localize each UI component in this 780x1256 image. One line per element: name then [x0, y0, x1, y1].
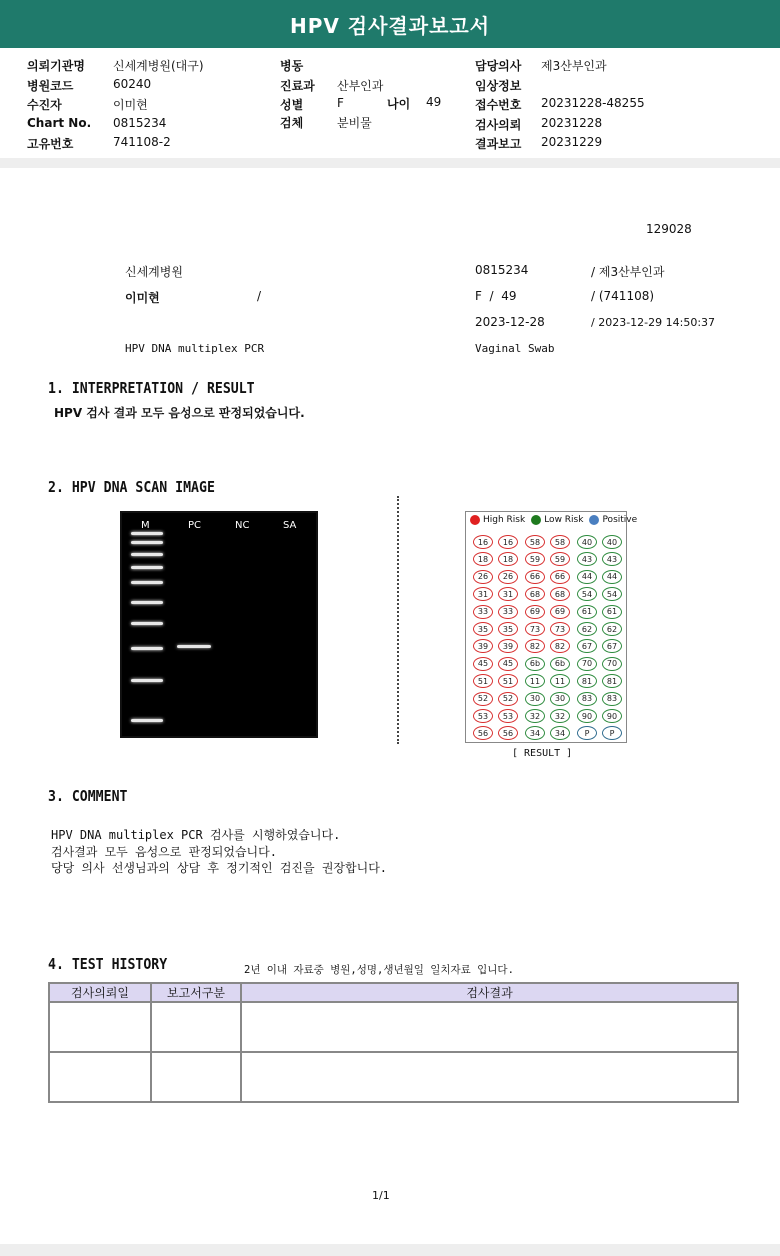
comment-line: HPV DNA multiplex PCR 검사를 시행하였습니다. [51, 828, 341, 842]
hpv-type-marker: 59 [550, 552, 570, 566]
hpv-type-marker: 90 [577, 709, 597, 723]
hpv-type-marker: 54 [602, 587, 622, 601]
info-label: 접수번호 [475, 98, 522, 112]
history-header-cell: 검사의뢰일 [49, 983, 151, 1002]
hpv-type-marker: 66 [525, 570, 545, 584]
hpv-type-marker: 52 [498, 692, 518, 706]
hpv-type-marker: 83 [602, 692, 622, 706]
ladder-band [131, 622, 163, 625]
comment-line: 당당 의사 선생님과의 상담 후 정기적인 검진을 권장합니다. [51, 861, 388, 875]
specimen: Vaginal Swab [475, 342, 555, 355]
hpv-type-marker: 35 [498, 622, 518, 636]
hpv-type-marker: 39 [473, 639, 493, 653]
hpv-type-marker: 81 [602, 674, 622, 688]
hpv-type-marker: 45 [473, 657, 493, 671]
ladder-band [131, 532, 163, 535]
department: / 제3산부인과 [591, 265, 665, 279]
hpv-type-panel [465, 511, 638, 743]
hpv-type-marker: 66 [550, 570, 570, 584]
info-value: F [337, 96, 344, 110]
hpv-type-marker: 32 [525, 709, 545, 723]
hpv-type-marker: 70 [602, 657, 622, 671]
hpv-type-marker: 51 [498, 674, 518, 688]
hpv-type-marker: 40 [577, 535, 597, 549]
ladder-band [131, 647, 163, 650]
report-code: 129028 [646, 222, 692, 236]
hpv-type-marker: 34 [550, 726, 570, 740]
hpv-type-marker: 44 [602, 570, 622, 584]
hpv-type-marker: 82 [525, 639, 545, 653]
info-label: 담당의사 [475, 59, 522, 73]
info-label: 결과보고 [475, 137, 522, 151]
history-cell [241, 1002, 738, 1052]
divider-dotted [397, 496, 399, 744]
legend-dot-icon [531, 515, 541, 525]
hpv-type-marker: 45 [498, 657, 518, 671]
hpv-type-marker: 31 [473, 587, 493, 601]
hpv-type-marker: 69 [550, 605, 570, 619]
ladder-band [131, 581, 163, 584]
info-value: 분비물 [337, 116, 372, 130]
ladder-band [131, 601, 163, 604]
report-datetime: / 2023-12-29 14:50:37 [591, 316, 716, 329]
hpv-type-marker: 31 [498, 587, 518, 601]
hpv-type-marker: 69 [525, 605, 545, 619]
hpv-type-marker: 35 [473, 622, 493, 636]
info-value: 20231228-48255 [541, 96, 645, 110]
hpv-type-marker: 11 [525, 674, 545, 688]
hpv-type-marker: 59 [525, 552, 545, 566]
pc-band [177, 645, 211, 648]
history-cell [241, 1052, 738, 1102]
hpv-type-marker: 82 [550, 639, 570, 653]
hpv-type-marker: 73 [550, 622, 570, 636]
hpv-type-marker: 43 [602, 552, 622, 566]
gel-image [120, 511, 318, 738]
comment-line: 검사결과 모두 음성으로 판정되었습니다. [51, 844, 277, 859]
info-label: 검사의뢰 [475, 117, 522, 132]
section-3-title: 3. COMMENT [48, 787, 128, 805]
section-1-title: 1. INTERPRETATION / RESULT [48, 379, 255, 397]
info-label: Chart No. [27, 115, 92, 130]
gel-lane-label: NC [235, 520, 250, 531]
hpv-type-marker: 6b [525, 657, 545, 671]
patient-name: 이미현 [125, 291, 160, 305]
hpv-type-marker: 40 [602, 535, 622, 549]
hpv-type-marker: 81 [577, 674, 597, 688]
info-value: 0815234 [113, 115, 167, 130]
request-date: 2023-12-28 [475, 315, 545, 329]
age-label: 나이 [387, 97, 411, 111]
gel-lane-label: PC [188, 520, 202, 531]
legend-dot-icon [589, 515, 599, 525]
hpv-type-marker: 30 [550, 692, 570, 706]
ladder-band [131, 553, 163, 556]
info-label: 병원코드 [27, 78, 74, 93]
hpv-type-marker: 67 [577, 639, 597, 653]
result-text: HPV 검사 결과 모두 음성으로 판정되었습니다. [54, 406, 305, 420]
history-header-cell: 검사결과 [241, 983, 738, 1002]
hpv-type-marker: 11 [550, 674, 570, 688]
hpv-type-marker: P [602, 726, 622, 740]
info-label: 검체 [280, 116, 304, 130]
legend-label: Positive [602, 515, 638, 525]
hpv-type-marker: 53 [473, 709, 493, 723]
info-value: 산부인과 [337, 78, 384, 93]
ladder-band [131, 541, 163, 544]
result-caption: [ RESULT ] [512, 748, 573, 759]
sex-age: F / 49 [475, 289, 517, 303]
section-2-title: 2. HPV DNA SCAN IMAGE [48, 478, 215, 496]
history-header-row [49, 983, 738, 1002]
hpv-type-marker: 33 [473, 605, 493, 619]
history-cell [151, 1052, 241, 1102]
hpv-type-marker: 44 [577, 570, 597, 584]
hpv-type-marker: 43 [577, 552, 597, 566]
name-slash: / [257, 289, 262, 303]
hpv-type-marker: 26 [473, 570, 493, 584]
hpv-type-marker: 68 [550, 587, 570, 601]
header-info [0, 0, 780, 158]
hpv-type-marker: 18 [498, 552, 518, 566]
hpv-type-marker: 53 [498, 709, 518, 723]
hpv-type-marker: 67 [602, 639, 622, 653]
info-label: 진료과 [280, 78, 315, 93]
chart-number: 0815234 [475, 263, 529, 277]
footer-bar [0, 1244, 780, 1256]
hpv-type-marker: 18 [473, 552, 493, 566]
hpv-type-marker: 16 [498, 535, 518, 549]
hpv-type-marker: 34 [525, 726, 545, 740]
hpv-type-marker: 58 [525, 535, 545, 549]
hpv-type-marker: 30 [525, 692, 545, 706]
history-cell [49, 1052, 151, 1102]
info-label: 임상정보 [475, 78, 522, 93]
hpv-type-marker: 73 [525, 622, 545, 636]
ladder-band [131, 679, 163, 682]
gel-lane-label: M [141, 520, 150, 531]
legend-dot-icon [470, 515, 480, 525]
info-value: 신세계병원(대구) [113, 59, 204, 73]
legend-label: High Risk [483, 515, 526, 525]
header-divider [0, 158, 780, 168]
hpv-type-marker: 61 [602, 605, 622, 619]
hpv-type-marker: 52 [473, 692, 493, 706]
panel-legend [470, 515, 640, 525]
age-value: 49 [426, 95, 442, 109]
hpv-type-marker: P [577, 726, 597, 740]
hpv-type-marker: 33 [498, 605, 518, 619]
hpv-type-marker: 62 [577, 622, 597, 636]
info-value: 20231228 [541, 115, 603, 130]
info-value: 741108-2 [113, 135, 171, 149]
hpv-type-marker: 26 [498, 570, 518, 584]
hpv-type-marker: 83 [577, 692, 597, 706]
info-label: 병동 [280, 59, 304, 73]
gel-lane-label: SA [283, 520, 297, 531]
page-number: 1/1 [372, 1189, 390, 1202]
hpv-type-marker: 39 [498, 639, 518, 653]
hpv-type-marker: 68 [525, 587, 545, 601]
history-cell [151, 1002, 241, 1052]
info-value: 60240 [113, 76, 152, 91]
hpv-type-marker: 58 [550, 535, 570, 549]
section-4-title: 4. TEST HISTORY [48, 955, 168, 973]
hpv-type-marker: 16 [473, 535, 493, 549]
info-label: 고유번호 [27, 137, 74, 151]
info-value: 이미현 [113, 98, 148, 112]
hospital-name: 신세계병원 [125, 265, 183, 279]
hpv-type-marker: 56 [498, 726, 518, 740]
test-name: HPV DNA multiplex PCR [125, 342, 265, 355]
hpv-type-marker: 70 [577, 657, 597, 671]
hpv-type-marker: 61 [577, 605, 597, 619]
table-row [49, 1002, 738, 1052]
info-label: 수진자 [27, 98, 62, 112]
comment-block [51, 827, 387, 877]
history-header-cell: 보고서구분 [151, 983, 241, 1002]
hpv-type-marker: 56 [473, 726, 493, 740]
ladder-band [131, 566, 163, 569]
table-row [49, 1052, 738, 1102]
report-title: HPV 검사결과보고서 [0, 0, 780, 48]
birth-date: / (741108) [591, 289, 655, 303]
history-cell [49, 1002, 151, 1052]
hpv-type-marker: 51 [473, 674, 493, 688]
legend-label: Low Risk [544, 515, 584, 525]
info-label: 의뢰기관명 [27, 59, 85, 73]
hpv-type-marker: 62 [602, 622, 622, 636]
hpv-type-marker: 32 [550, 709, 570, 723]
info-label: 성별 [280, 98, 304, 112]
history-note: 2년 이내 자료중 병원,성명,생년월일 일치자료 입니다. [244, 964, 514, 976]
hpv-type-marker: 90 [602, 709, 622, 723]
history-table [48, 982, 739, 1103]
hpv-type-marker: 6b [550, 657, 570, 671]
info-value: 20231229 [541, 135, 603, 149]
ladder-band [131, 719, 163, 722]
info-value: 제3산부인과 [541, 59, 607, 73]
hpv-type-marker: 54 [577, 587, 597, 601]
